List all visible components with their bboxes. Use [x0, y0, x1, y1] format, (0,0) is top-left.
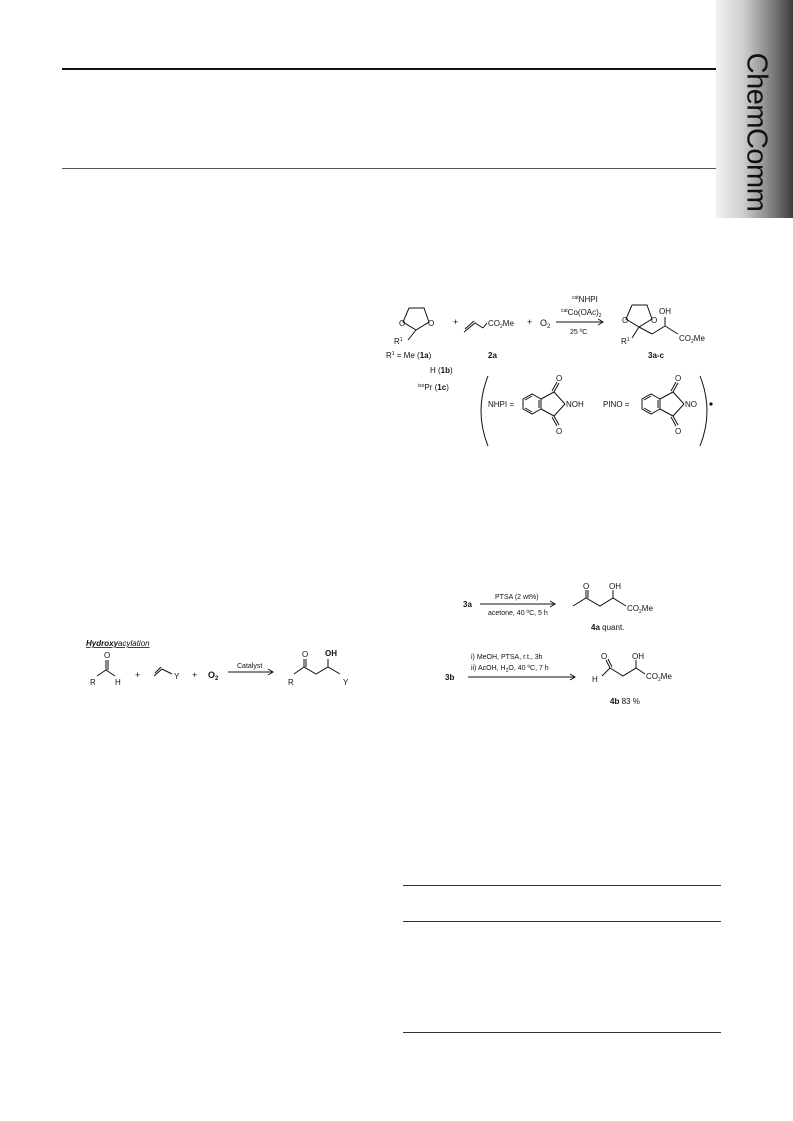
pino-no: NO: [685, 400, 697, 409]
reagent-acetone: acetone, 40 ºC, 5 h: [488, 610, 548, 617]
catalyst-nhpi: $^{cat}$NHPI: [572, 295, 598, 304]
scheme-hydroxyacylation-general: [82, 632, 372, 692]
plus-2: +: [527, 317, 533, 327]
product-4a-oh: OH: [609, 582, 621, 591]
aldehyde-h: H: [115, 678, 121, 687]
acrylate-label: $CO_2Me$: [488, 319, 514, 330]
oxygen-reagent: $O_2$: [208, 670, 219, 682]
product-y: Y: [343, 678, 349, 687]
nhpi-label: NHPI =: [488, 400, 515, 409]
plus-a: +: [135, 670, 141, 680]
aldehyde-o: O: [601, 652, 608, 661]
aldehyde-r: R: [90, 678, 96, 687]
product-4b-label: 4b 83 %: [610, 697, 640, 706]
hydroxyacylation-title: Hydroxyacylation: [86, 639, 150, 648]
nhpi-noh: NOH: [566, 400, 584, 409]
alkene-y: Y: [174, 672, 180, 681]
product-ring-o-right: O: [651, 316, 658, 325]
substituent-1c: $^{iso}$Pr (1c): [418, 383, 449, 392]
aldehyde-h: H: [592, 675, 598, 684]
ketone-o: O: [583, 582, 590, 591]
scheme-3b-to-4b: [440, 648, 700, 714]
product-ester: $CO_2Me$: [679, 334, 705, 345]
table-bottom-rule: [403, 1032, 721, 1033]
r1-label: $R^1$: [394, 337, 403, 346]
nhpi-o-top: O: [556, 374, 563, 383]
start-3b: 3b: [445, 673, 455, 682]
product-r: R: [288, 678, 294, 687]
temperature: 25 ºC: [570, 329, 588, 336]
aldehyde-o: O: [104, 651, 111, 660]
compound-3a-c: 3a-c: [648, 351, 665, 360]
plus-1: +: [453, 317, 459, 327]
product-oh: OH: [659, 307, 671, 316]
substituent-1b: H (1b): [430, 366, 453, 375]
scheme-3a-to-4a: [455, 582, 695, 644]
header-rule: [62, 68, 722, 70]
catalyst-label: Catalyst: [237, 663, 263, 670]
product-ring-o-left: O: [622, 316, 629, 325]
start-3a: 3a: [463, 600, 472, 609]
pino-o-top: O: [675, 374, 682, 383]
product-oh: OH: [325, 649, 337, 658]
substituent-1a: $R^1 = Me$ (1a): [386, 351, 432, 360]
table-header-rule: [403, 921, 721, 922]
product-4b-ester: $CO_2Me$: [646, 672, 672, 683]
ring-o-right: O: [428, 319, 435, 328]
pino-label: PINO =: [603, 400, 630, 409]
ring-o-left: O: [399, 319, 406, 328]
step-1: i) MeOH, PTSA, r.t., 3h: [471, 654, 543, 661]
oxygen-label: $O_2$: [540, 318, 551, 330]
product-4b-oh: OH: [632, 652, 644, 661]
radical-dot: [709, 402, 712, 405]
product-r1: $R^1$: [621, 337, 630, 346]
header-subrule: [62, 168, 722, 169]
scheme-dioxolane-hydroxyacylation: [384, 286, 724, 454]
reagent-ptsa: PTSA (2 wt%): [495, 594, 539, 601]
table-top-rule: [403, 885, 721, 886]
journal-tab-label: ChemComm: [740, 52, 773, 212]
catalyst-cobalt: $^{cat}Co(OAc)_2$: [561, 308, 602, 319]
compound-2a: 2a: [488, 351, 497, 360]
step-2: ii) AcOH, $H_2O$, 40 ºC, 7 h: [471, 665, 549, 674]
product-4a-label: 4a quant.: [591, 623, 625, 632]
product-o: O: [302, 650, 309, 659]
plus-b: +: [192, 670, 198, 680]
nhpi-o-bottom: O: [556, 427, 563, 436]
pino-o-bottom: O: [675, 427, 682, 436]
product-4a-ester: $CO_2Me$: [627, 604, 653, 615]
